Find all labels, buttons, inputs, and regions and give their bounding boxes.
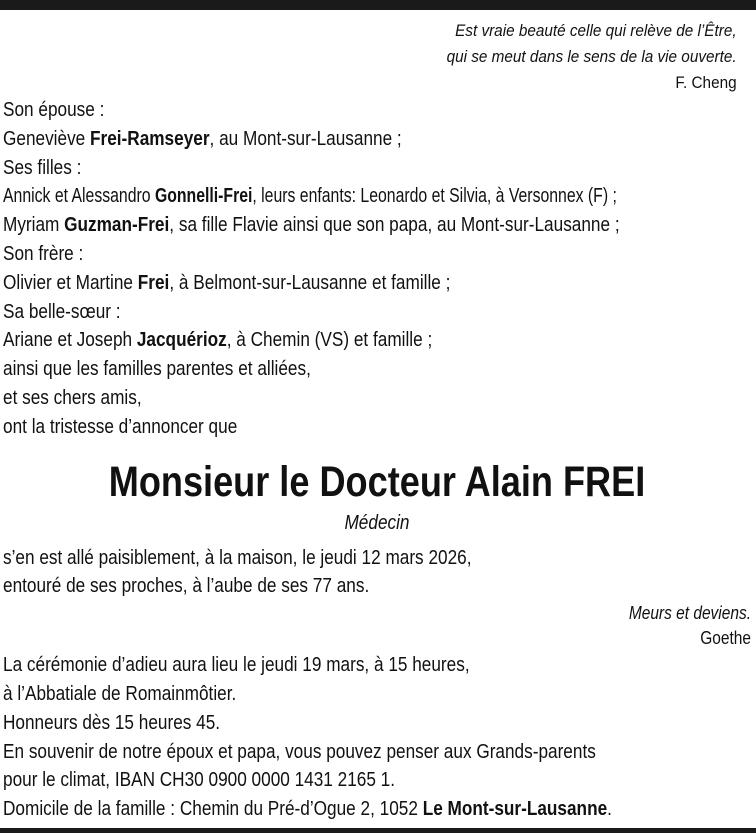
ceremony-line-5: pour le climat, IBAN CH30 0900 0000 1431 2165 1. — [3, 769, 396, 792]
ceremony-line-1: La cérémonie d’adieu aura lieu le jeudi 19 mars, à 15 heures, — [3, 654, 470, 677]
daughter-2-post: , sa fille Flavie ainsi que son papa, au Mont-sur-Lausanne ; — [169, 214, 620, 237]
daughter-2-line — [3, 211, 646, 240]
epigraph-author: F. Cheng — [675, 73, 737, 92]
sister-in-law-pre: Ariane et Joseph — [3, 329, 137, 352]
sister-in-law-post: , à Chemin (VS) et famille ; — [226, 329, 433, 352]
sister-in-law-surname: Jacquérioz — [136, 329, 227, 352]
address-town: Le Mont-sur-Lausanne — [422, 798, 608, 821]
friends-line: et ses chers amis, — [3, 386, 142, 409]
ceremony-line-4: En souvenir de notre époux et papa, vous pouvez penser aux Grands-parents — [3, 740, 596, 763]
daughter-1-pre: Annick et Alessandro — [3, 185, 155, 208]
announcement-line: ont la tristesse d’annoncer que — [3, 415, 238, 438]
brother-heading: Son frère : — [3, 242, 84, 265]
ceremony-line-3: Honneurs dès 15 heures 45. — [3, 711, 221, 734]
brother-line — [3, 269, 646, 298]
family-address-line — [3, 795, 646, 824]
closing-quote-author: Goethe — [700, 628, 751, 649]
address-post: . — [607, 798, 612, 821]
brother-pre: Olivier et Martine — [3, 271, 138, 294]
brother-post: , à Belmont-sur-Lausanne et famille ; — [169, 271, 451, 294]
brother-surname: Frei — [137, 271, 170, 294]
passing-line-1: s’en est allé paisiblement, à la maison, le jeudi 12 mars 2026, — [3, 546, 472, 569]
obituary-notice — [3, 18, 751, 824]
daughter-1-surname: Gonnelli-Frei — [154, 185, 253, 208]
daughter-2-surname: Guzman-Frei — [64, 214, 170, 237]
bottom-border-rule — [0, 828, 756, 833]
deceased-profession: Médecin — [344, 511, 410, 534]
top-border-rule — [0, 0, 756, 10]
relatives-line: ainsi que les familles parentes et alliées, — [3, 358, 311, 381]
daughter-2-pre: Myriam — [3, 214, 65, 237]
address-pre: Domicile de la famille : Chemin du Pré-d’Ogue 2, 1052 — [3, 798, 423, 821]
spouse-heading: Son épouse : — [3, 99, 105, 121]
sister-in-law-heading: Sa belle-sœur : — [3, 300, 121, 323]
sister-in-law-line — [3, 326, 646, 355]
daughter-1-line — [3, 182, 617, 211]
passing-line-2: entouré de ses proches, à l’aube de ses 77 ans. — [3, 575, 370, 598]
epigraph-line-1: Est vraie beauté celle qui relève de l’Être, — [455, 21, 737, 40]
deceased-name: Monsieur le Docteur Alain FREI — [108, 457, 646, 506]
spouse-name-pre: Geneviève — [3, 127, 91, 150]
spouse-line — [3, 125, 646, 154]
epigraph-line-2: qui se meut dans le sens de la vie ouverte. — [446, 47, 737, 66]
closing-quote: Meurs et deviens. — [628, 603, 751, 624]
daughters-heading: Ses filles : — [3, 156, 82, 179]
ceremony-line-2: à l’Abbatiale de Romainmôtier. — [3, 682, 237, 705]
spouse-surname: Frei-Ramseyer — [90, 127, 210, 150]
daughter-1-post: , leurs enfants: Leonardo et Silvia, à Versonnex (F) ; — [252, 185, 617, 208]
spouse-location: , au Mont-sur-Lausanne ; — [209, 127, 402, 150]
